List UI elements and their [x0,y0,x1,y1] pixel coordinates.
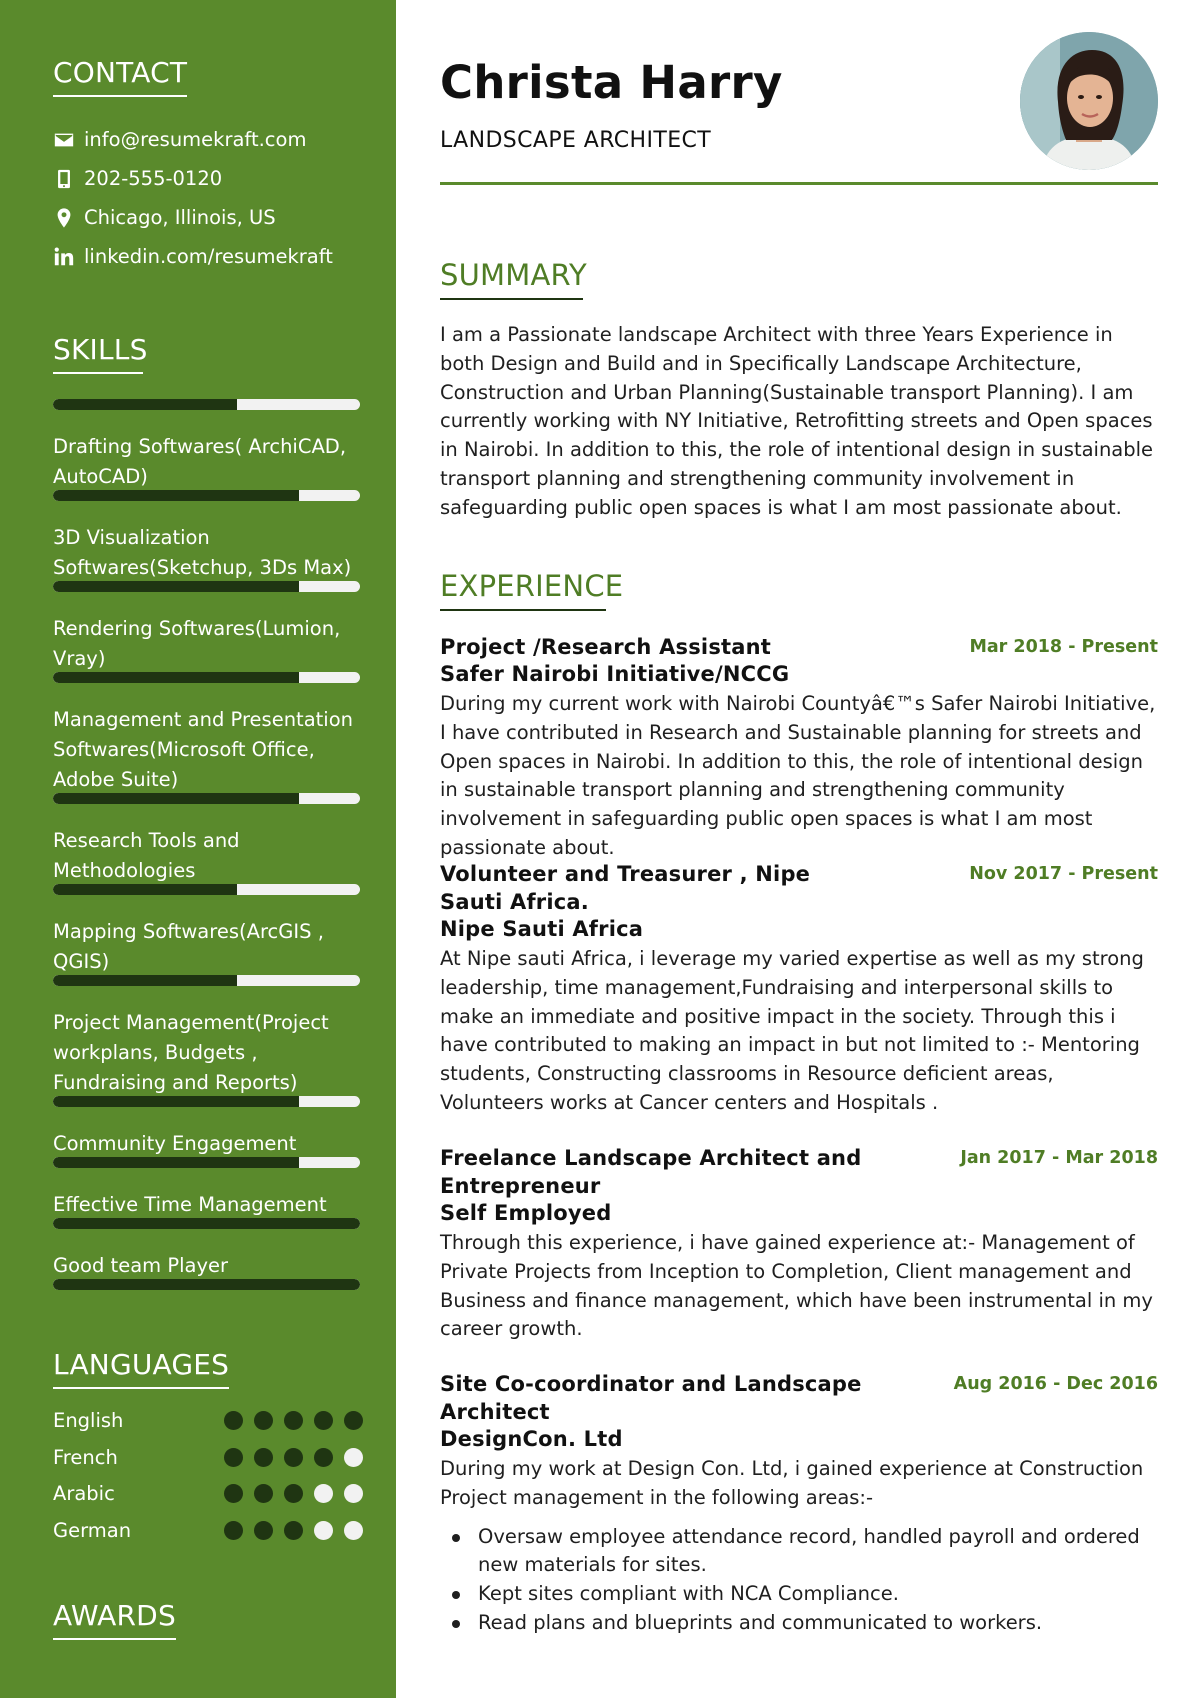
rating-dot-filled [314,1411,333,1430]
rating-dot-filled [284,1521,303,1540]
language-rating [224,1521,363,1540]
rating-dot-empty [344,1521,363,1540]
skill-bar [53,1218,360,1229]
job-organization: Nipe Sauti Africa [440,917,644,941]
language-name: French [53,1446,118,1469]
contact-linkedin-text: linkedin.com/resumekraft [84,245,333,268]
skill-item [53,1096,360,1159]
skill-label: Project Management(Project workplans, Budgets , Fundraising and Reports) [53,1011,329,1094]
languages-heading-underline [53,1387,229,1389]
skill-bar-fill [53,975,237,986]
rating-dot-filled [254,1521,273,1540]
rating-dot-filled [284,1411,303,1430]
summary-heading-text: SUMMARY [440,258,587,292]
job-date: Jan 2017 - Mar 2018 [960,1148,1158,1168]
avatar [1020,32,1158,170]
skill-bar [53,490,360,501]
sidebar [0,0,396,1698]
skill-item [53,975,360,1098]
skills-heading-underline [53,372,143,374]
list-item: Read plans and blueprints and communicated to workers. [440,1609,1158,1638]
skill-item [53,581,360,674]
rating-dot-empty [314,1521,333,1540]
skill-label: Community Engagement [53,1132,297,1155]
contact-email[interactable] [53,128,306,151]
experience-entry [440,633,1158,863]
candidate-role: LANDSCAPE ARCHITECT [440,128,712,153]
skill-item [53,399,360,492]
rating-dot-filled [284,1484,303,1503]
skill-label: 3D Visualization Softwares(Sketchup, 3Ds Max) [53,526,352,579]
contact-location-text: Chicago, Illinois, US [84,206,276,229]
skill-bar [53,581,360,592]
language-rating [224,1448,363,1467]
language-row [53,1409,363,1432]
skills-heading [53,333,148,374]
rating-dot-empty [344,1448,363,1467]
skill-item [53,1157,360,1220]
skill-item [53,672,360,795]
skill-item [53,1218,360,1281]
skill-bar-fill [53,672,299,683]
rating-dot-filled [284,1448,303,1467]
rating-dot-filled [314,1448,333,1467]
contact-heading-underline [53,95,187,97]
skill-bar [53,793,360,804]
job-title: Freelance Landscape Architect and Entrepreneur [440,1146,862,1198]
languages-heading [53,1348,229,1389]
skill-bar-fill [53,793,299,804]
language-name: Arabic [53,1482,115,1505]
job-organization: Self Employed [440,1201,612,1225]
contact-heading [53,56,187,97]
list-item: Oversaw employee attendance record, handled payroll and ordered new materials for sites. [440,1523,1158,1581]
contact-location [53,206,276,229]
skill-label: Drafting Softwares( ArchiCAD, AutoCAD) [53,435,347,488]
skill-bar-fill [53,1218,360,1229]
skill-label: Research Tools and Methodologies [53,829,240,882]
experience-heading-text: EXPERIENCE [440,569,624,603]
portrait-illustration [1020,32,1158,170]
job-bullets [440,1523,1158,1638]
linkedin-icon [53,246,75,268]
summary-heading [440,258,587,300]
rating-dot-empty [314,1484,333,1503]
contact-linkedin[interactable] [53,245,333,268]
job-description: During my current work with Nairobi Countyâ€™s Safer Nairobi Initiative, I have contributed in Research and Sustainable planning for streets and Open spaces in Nairobi. In addition to this, the role of intentional design in sustainable transport planning and strengthening community involvement in safeguarding public open spaces is what I am most passionate about. [440,692,1156,859]
skill-bar [53,1279,360,1290]
map-pin-icon [53,207,75,229]
rating-dot-filled [254,1484,273,1503]
list-item: Kept sites compliant with NCA Compliance. [440,1580,1158,1609]
job-description: At Nipe sauti Africa, i leverage my varied expertise as well as my strong leadership, time management,Fundraising and interpersonal skills to make an immediate and positive impact in the society. Through this i have contributed to making an impact in but not limited to :- Mentoring students, Constructing classrooms in Resource deficient areas, Volunteers works at Cancer centers and Hospitals . [440,947,1144,1114]
contact-heading-text: CONTACT [53,56,188,89]
skill-bar [53,399,360,410]
skill-item [53,793,360,886]
rating-dot-filled [224,1411,243,1430]
skill-bar-fill [53,1279,360,1290]
header-divider [440,182,1158,185]
language-rating [224,1411,363,1430]
skill-label: Rendering Softwares(Lumion, Vray) [53,617,341,670]
skill-item-final-bar [53,1279,360,1290]
experience-entry [440,1370,1158,1638]
summary-heading-underline [440,298,583,300]
language-row [53,1446,363,1469]
job-description: During my work at Design Con. Ltd, i gained experience at Construction Project management in the following areas:- [440,1457,1144,1509]
contact-email-text: info@resumekraft.com [84,128,307,151]
experience-entry [440,1144,1158,1344]
rating-dot-filled [344,1411,363,1430]
envelope-icon [53,129,75,151]
skill-label: Effective Time Management [53,1193,327,1216]
language-rating [224,1484,363,1503]
skill-bar [53,672,360,683]
awards-heading-text: AWARDS [53,1599,176,1632]
experience-entry [440,860,1158,1118]
candidate-name: Christa Harry [440,56,783,109]
job-title: Volunteer and Treasurer , Nipe Sauti Africa. [440,862,811,914]
awards-heading [53,1599,176,1640]
job-date: Nov 2017 - Present [969,864,1158,884]
language-name: German [53,1519,132,1542]
skill-bar-fill [53,490,299,501]
job-title: Project /Research Assistant [440,635,772,659]
skill-bar-fill [53,1157,299,1168]
skill-bar-fill [53,884,237,895]
job-description: Through this experience, i have gained experience at:- Management of Private Projects from Inception to Completion, Client management and Business and finance management, which have been instrumental in my career growth. [440,1231,1153,1341]
language-row [53,1519,363,1542]
skill-bar [53,1157,360,1168]
job-organization: DesignCon. Ltd [440,1427,623,1451]
experience-heading [440,569,623,611]
skill-bar-fill [53,581,299,592]
skill-label: Management and Presentation Softwares(Microsoft Office, Adobe Suite) [53,708,354,791]
rating-dot-filled [224,1484,243,1503]
skill-bar [53,1096,360,1107]
skill-item [53,884,360,977]
skill-bar [53,975,360,986]
skills-heading-text: SKILLS [53,333,148,366]
experience-heading-underline [440,609,606,611]
languages-heading-text: LANGUAGES [53,1348,230,1381]
rating-dot-filled [254,1448,273,1467]
language-name: English [53,1409,124,1432]
skill-item [53,490,360,583]
rating-dot-empty [344,1484,363,1503]
rating-dot-filled [254,1411,273,1430]
job-date: Aug 2016 - Dec 2016 [953,1374,1158,1394]
contact-phone-text: 202-555-0120 [84,167,223,190]
skill-label: Good team Player [53,1254,229,1277]
summary-text: I am a Passionate landscape Architect with three Years Experience in both Design and Build and in Specifically Landscape Architecture, Construction and Urban Planning(Sustainable transport Planning). I am currently working with NY Initiative, Retrofitting streets and Open spaces in Nairobi. In addition to this, the role of intentional design in sustainable transport planning and strengthening community involvement in safeguarding public open spaces is what I am most passionate about. [440,323,1154,519]
job-date: Mar 2018 - Present [969,637,1158,657]
job-organization: Safer Nairobi Initiative/NCCG [440,662,790,686]
rating-dot-filled [224,1448,243,1467]
awards-heading-underline [53,1638,176,1640]
skill-bar-fill [53,399,237,410]
mobile-phone-icon [53,168,75,190]
skill-bar-fill [53,1096,299,1107]
job-title: Site Co-coordinator and Landscape Architect [440,1372,862,1424]
skill-label: Mapping Softwares(ArcGIS , QGIS) [53,920,324,973]
contact-phone[interactable] [53,167,222,190]
skill-bar [53,884,360,895]
rating-dot-filled [224,1521,243,1540]
language-row [53,1482,363,1505]
